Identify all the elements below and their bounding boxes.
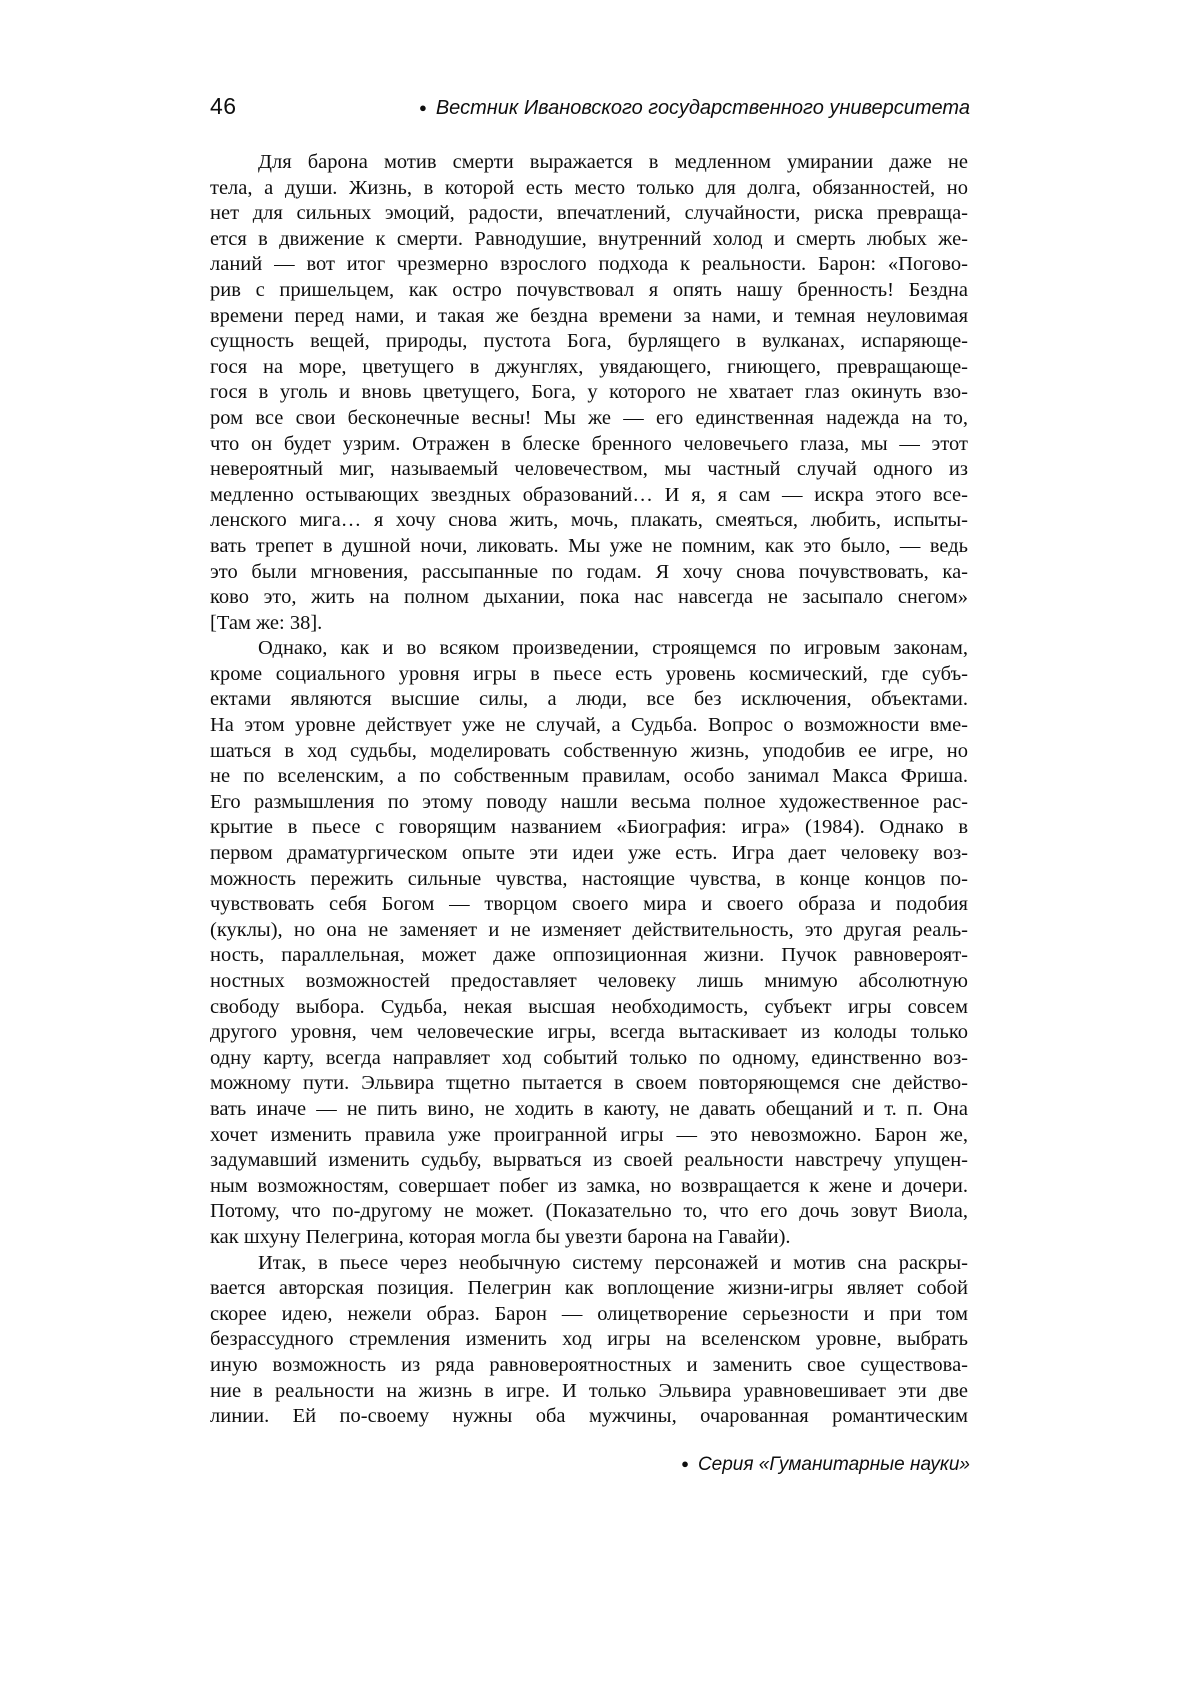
text-line: свободу выбора. Судьба, некая высшая необходимость, субъект игры совсем: [210, 995, 968, 1018]
text-line: времени перед нами, и такая же бездна времени за нами, и темная неуловимая: [210, 304, 968, 327]
text-line: шаться в ход судьбы, моделировать собственную жизнь, уподобив ее игре, но: [210, 739, 968, 762]
text-line: На этом уровне действует уже не случай, а Судьба. Вопрос о возможности вме-: [210, 714, 968, 737]
text-line: чувствовать себя Богом — творцом своего мира и своего образа и подобия: [210, 893, 968, 916]
text-line: не по вселенским, а по собственным правилам, особо занимал Макса Фриша.: [210, 765, 968, 788]
text-line: невероятный миг, называемый человечеством, мы частный случай одного из: [210, 458, 968, 481]
journal-title-text: Вестник Ивановского государственного университета: [435, 97, 970, 119]
text-line: ным возможностям, совершает побег из замка, но возвращается к жене и дочери.: [210, 1174, 968, 1197]
text-line: что он будет узрим. Отражен в блеске бренного человечьего глаза, мы — этот: [210, 432, 968, 455]
text-line: кроме социального уровня игры в пьесе есть уровень космический, где субъ-: [210, 662, 968, 685]
bullet-icon: ●: [681, 1456, 689, 1471]
text-line: ром все свои бесконечные весны! Мы же — его единственная надежда на то,: [210, 406, 968, 429]
text-line: [Там же: 38].: [210, 611, 323, 634]
text-line: Итак, в пьесе через необычную систему персонажей и мотив сна раскры-: [258, 1251, 968, 1274]
text-line: ектами являются высшие силы, а люди, все без исключения, объектами.: [210, 688, 968, 711]
text-line: ланий — вот итог чрезмерно взрослого подхода к реальности. Барон: «Погово-: [210, 253, 968, 276]
text-line: (куклы), но она не заменяет и не изменяет действительность, это другая реаль-: [210, 918, 968, 941]
text-line: тела, а души. Жизнь, в которой есть место только для долга, обязанностей, но: [210, 176, 968, 199]
text-line: ково это, жить на полном дыхании, пока нас навсегда не засыпало снегом»: [210, 586, 968, 609]
text-line: можность пережить сильные чувства, настоящие чувства, в конце концов по-: [210, 867, 968, 890]
text-line: вать иначе — не пить вино, не ходить в каюту, не давать обещаний и т. п. Она: [210, 1097, 968, 1120]
text-line: хочет изменить правила уже проигранной игры — это невозможно. Барон же,: [210, 1123, 968, 1146]
text-line: как шхуну Пелегрина, которая могла бы увезти барона на Гавайи).: [210, 1225, 791, 1248]
article-body: [210, 150, 968, 1430]
text-line: гося на море, цветущего в джунглях, увядающего, гниющего, превращающе-: [210, 355, 968, 378]
page-header: [210, 93, 970, 120]
text-line: линии. Ей по-своему нужны оба мужчины, очарованная романтическим: [210, 1405, 968, 1428]
text-line: ние в реальности на жизнь в игре. И только Эльвира уравновешивает эти две: [210, 1379, 968, 1402]
journal-title-header: [419, 97, 970, 120]
page-number: 46: [210, 93, 237, 119]
text-line: Потому, что по-другому не может. (Показательно то, что его дочь зовут Виола,: [210, 1200, 968, 1223]
text-line: крытие в пьесе с говорящим названием «Биография: игра» (1984). Однако в: [210, 816, 968, 839]
text-line: Его размышления по этому поводу нашли весьма полное художественное рас-: [210, 790, 968, 813]
text-line: первом драматургическом опыте эти идеи уже есть. Игра дает человеку воз-: [210, 842, 968, 865]
bullet-icon: ●: [418, 100, 427, 115]
text-line: нет для сильных эмоций, радости, впечатлений, случайности, риска превраща-: [210, 202, 968, 225]
text-line: вать трепет в душной ночи, ликовать. Мы уже не помним, как это было, — ведь: [210, 534, 968, 557]
text-line: ностных возможностей предоставляет человеку лишь мнимую абсолютную: [210, 970, 968, 992]
text-line: это были мгновения, рассыпанные по годам. Я хочу снова почувствовать, ка-: [210, 560, 968, 583]
text-line: другого уровня, чем человеческие игры, всегда вытаскивает из колоды только: [210, 1021, 968, 1044]
series-footer: [681, 1454, 970, 1475]
text-line: ется в движение к смерти. Равнодушие, внутренний холод и смерть любых же-: [210, 227, 968, 250]
text-line: медленно остывающих звездных образований… И я, я сам — искра этого все-: [210, 483, 968, 506]
text-line: иную возможность из ряда равновероятностных и заменить свое существова-: [210, 1353, 968, 1376]
text-line: гося в уголь и вновь цветущего, Бога, у которого не хватает глаз окинуть взо-: [210, 381, 968, 404]
text-line: безрассудного стремления изменить ход игры на вселенском уровне, выбрать: [210, 1328, 968, 1351]
text-line: одну карту, всегда направляет ход событий только по одному, единственно воз-: [210, 1046, 968, 1069]
text-line: задумавший изменить судьбу, вырваться из своей реальности навстречу упущен-: [210, 1149, 968, 1172]
page-footer: [210, 1454, 970, 1476]
text-line: ность, параллельная, может даже оппозиционная жизни. Пучок равновероят-: [210, 944, 968, 967]
text-line: Для барона мотив смерти выражается в медленном умирании даже не: [258, 151, 968, 173]
series-footer-text: Серия «Гуманитарные науки»: [697, 1454, 970, 1475]
text-line: вается авторская позиция. Пелегрин как воплощение жизни-игры являет собой: [210, 1277, 968, 1300]
text-line: ленского мига… я хочу снова жить, мочь, плакать, смеяться, любить, испыты-: [210, 509, 968, 532]
text-line: можному пути. Эльвира тщетно пытается в своем повторяющемся сне действо-: [210, 1072, 968, 1095]
text-line: скорее идею, нежели образ. Барон — олицетворение серьезности и при том: [210, 1302, 968, 1325]
text-line: сущность вещей, природы, пустота Бога, бурлящего в вулканах, испаряюще-: [210, 330, 968, 353]
text-line: рив с пришельцем, как остро почувствовал я опять нашу бренность! Бездна: [210, 278, 968, 301]
text-line: Однако, как и во всяком произведении, строящемся по игровым законам,: [258, 637, 968, 660]
